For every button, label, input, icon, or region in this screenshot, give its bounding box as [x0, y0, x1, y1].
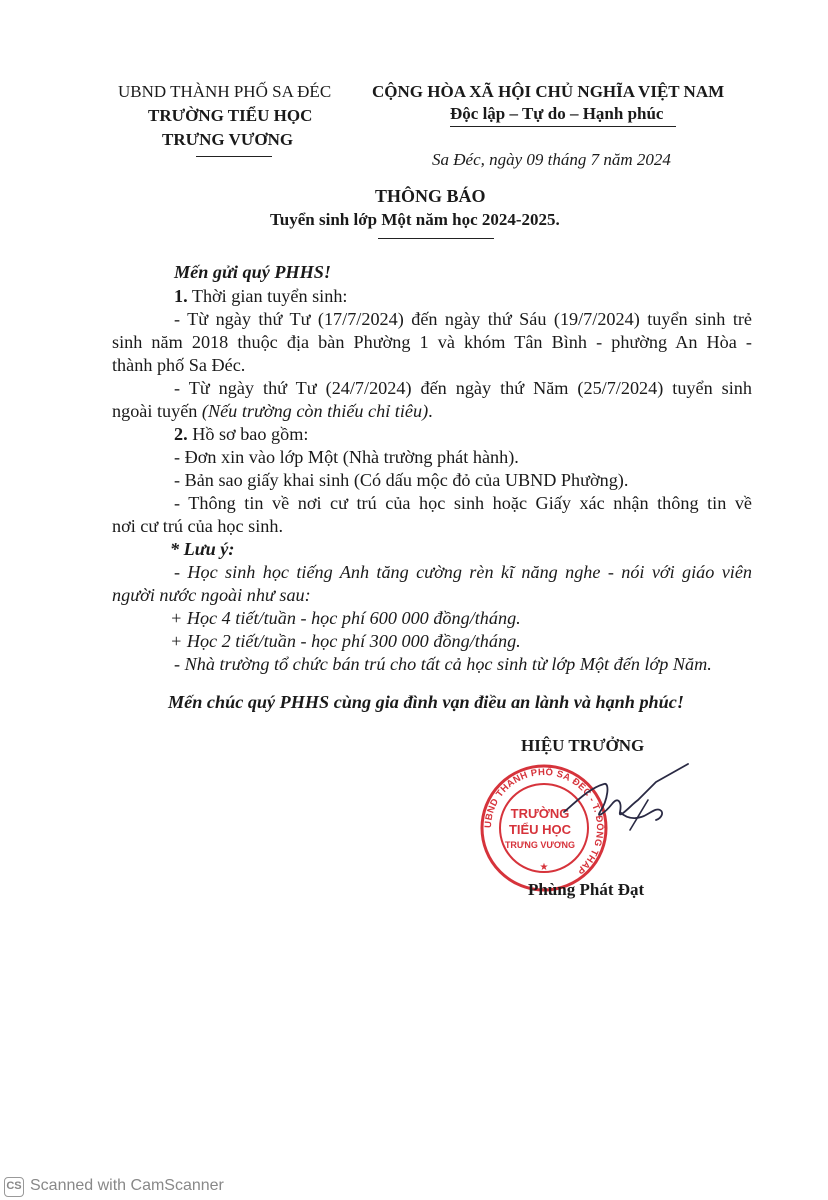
- document-item-2: - Bản sao giấy khai sinh (Có dấu mộc đỏ của UBND Phường).: [174, 470, 629, 490]
- note-line-5: - Nhà trường tổ chức bán trú cho tất cả học sinh từ lớp Một đến lớp Năm.: [174, 654, 712, 674]
- note-heading: * Lưu ý:: [170, 539, 235, 559]
- document-subtitle: Tuyển sinh lớp Một năm học 2024-2025.: [270, 210, 560, 229]
- stamp-line-3: TRƯNG VƯƠNG: [504, 840, 576, 850]
- section-1-heading: [174, 286, 347, 307]
- stamp-line-1: TRƯỜNG: [510, 806, 570, 821]
- stamp-line-2: TIỂU HỌC: [508, 822, 572, 837]
- scanner-watermark: [0, 1174, 828, 1200]
- note-line-2: người nước ngoài như sau:: [112, 585, 311, 605]
- section-1-para-2-line-2: [112, 401, 433, 422]
- svg-text:★: ★: [539, 862, 549, 873]
- signer-name: Phùng Phát Đạt: [528, 880, 645, 899]
- section-2-title: Hồ sơ bao gồm:: [187, 424, 309, 444]
- national-motto: Độc lập – Tự do – Hạnh phúc: [450, 104, 664, 123]
- document-item-1: - Đơn xin vào lớp Một (Nhà trường phát hành).: [174, 447, 519, 467]
- scanner-label: Scanned with CamScanner: [30, 1177, 224, 1194]
- document-item-3-line-1: - Thông tin về nơi cư trú của học sinh hoặc Giấy xác nhận thông tin về: [174, 493, 752, 513]
- school-name-line1: TRƯỜNG TIỂU HỌC: [148, 106, 313, 125]
- stamp-ring-text: UBND THÀNH PHỐ SA ĐÉC - T. ĐỒNG THÁP: [482, 766, 606, 877]
- section-1-para-1-line-3: thành phố Sa Đéc.: [112, 355, 246, 375]
- title-underline: [378, 238, 494, 239]
- camscanner-logo-icon: CS: [4, 1177, 24, 1197]
- section-1-para-1-line-1: - Từ ngày thứ Tư (17/7/2024) đến ngày thứ Sáu (19/7/2024) tuyển sinh trẻ: [174, 309, 752, 329]
- note-line-4: + Học 2 tiết/tuần - học phí 300 000 đồng/tháng.: [170, 631, 521, 651]
- outside-area-text: ngoài tuyến: [112, 401, 202, 421]
- note-line-1: - Học sinh học tiếng Anh tăng cường rèn kĩ năng nghe - nói với giáo viên: [174, 562, 752, 582]
- section-2-heading: [174, 424, 308, 445]
- signer-role: HIỆU TRƯỞNG: [521, 736, 645, 755]
- greeting: Mến gửi quý PHHS!: [174, 262, 331, 282]
- section-1-para-2-line-1: - Từ ngày thứ Tư (24/7/2024) đến ngày thứ Năm (25/7/2024) tuyển sinh: [174, 378, 752, 398]
- section-1-number: 1.: [174, 286, 188, 306]
- note-line-3: + Học 4 tiết/tuần - học phí 600 000 đồng/tháng.: [170, 608, 521, 628]
- quota-note: (Nếu trường còn thiếu chỉ tiêu): [201, 401, 429, 421]
- document-title: THÔNG BÁO: [375, 186, 486, 206]
- document-item-3-line-2: nơi cư trú của học sinh.: [112, 516, 283, 536]
- section-2-number: 2.: [174, 424, 188, 444]
- section-1-title: Thời gian tuyển sinh:: [187, 286, 348, 306]
- place-date: Sa Đéc, ngày 09 tháng 7 năm 2024: [432, 150, 671, 169]
- closing-wish: Mến chúc quý PHHS cùng gia đình vạn điều an lành và hạnh phúc!: [168, 692, 684, 712]
- agency-name: UBND THÀNH PHỐ SA ĐÉC: [118, 82, 332, 101]
- school-name-line2: TRƯNG VƯƠNG: [162, 130, 294, 149]
- section-1-para-1-line-2: sinh năm 2018 thuộc địa bàn Phường 1 và khóm Tân Bình - phường An Hòa -: [112, 332, 752, 352]
- handwritten-signature-icon: [560, 760, 700, 840]
- period: .: [428, 401, 433, 421]
- motto-underline: [450, 126, 676, 127]
- national-title: CỘNG HÒA XÃ HỘI CHỦ NGHĨA VIỆT NAM: [372, 82, 725, 101]
- header-left-underline: [196, 156, 272, 157]
